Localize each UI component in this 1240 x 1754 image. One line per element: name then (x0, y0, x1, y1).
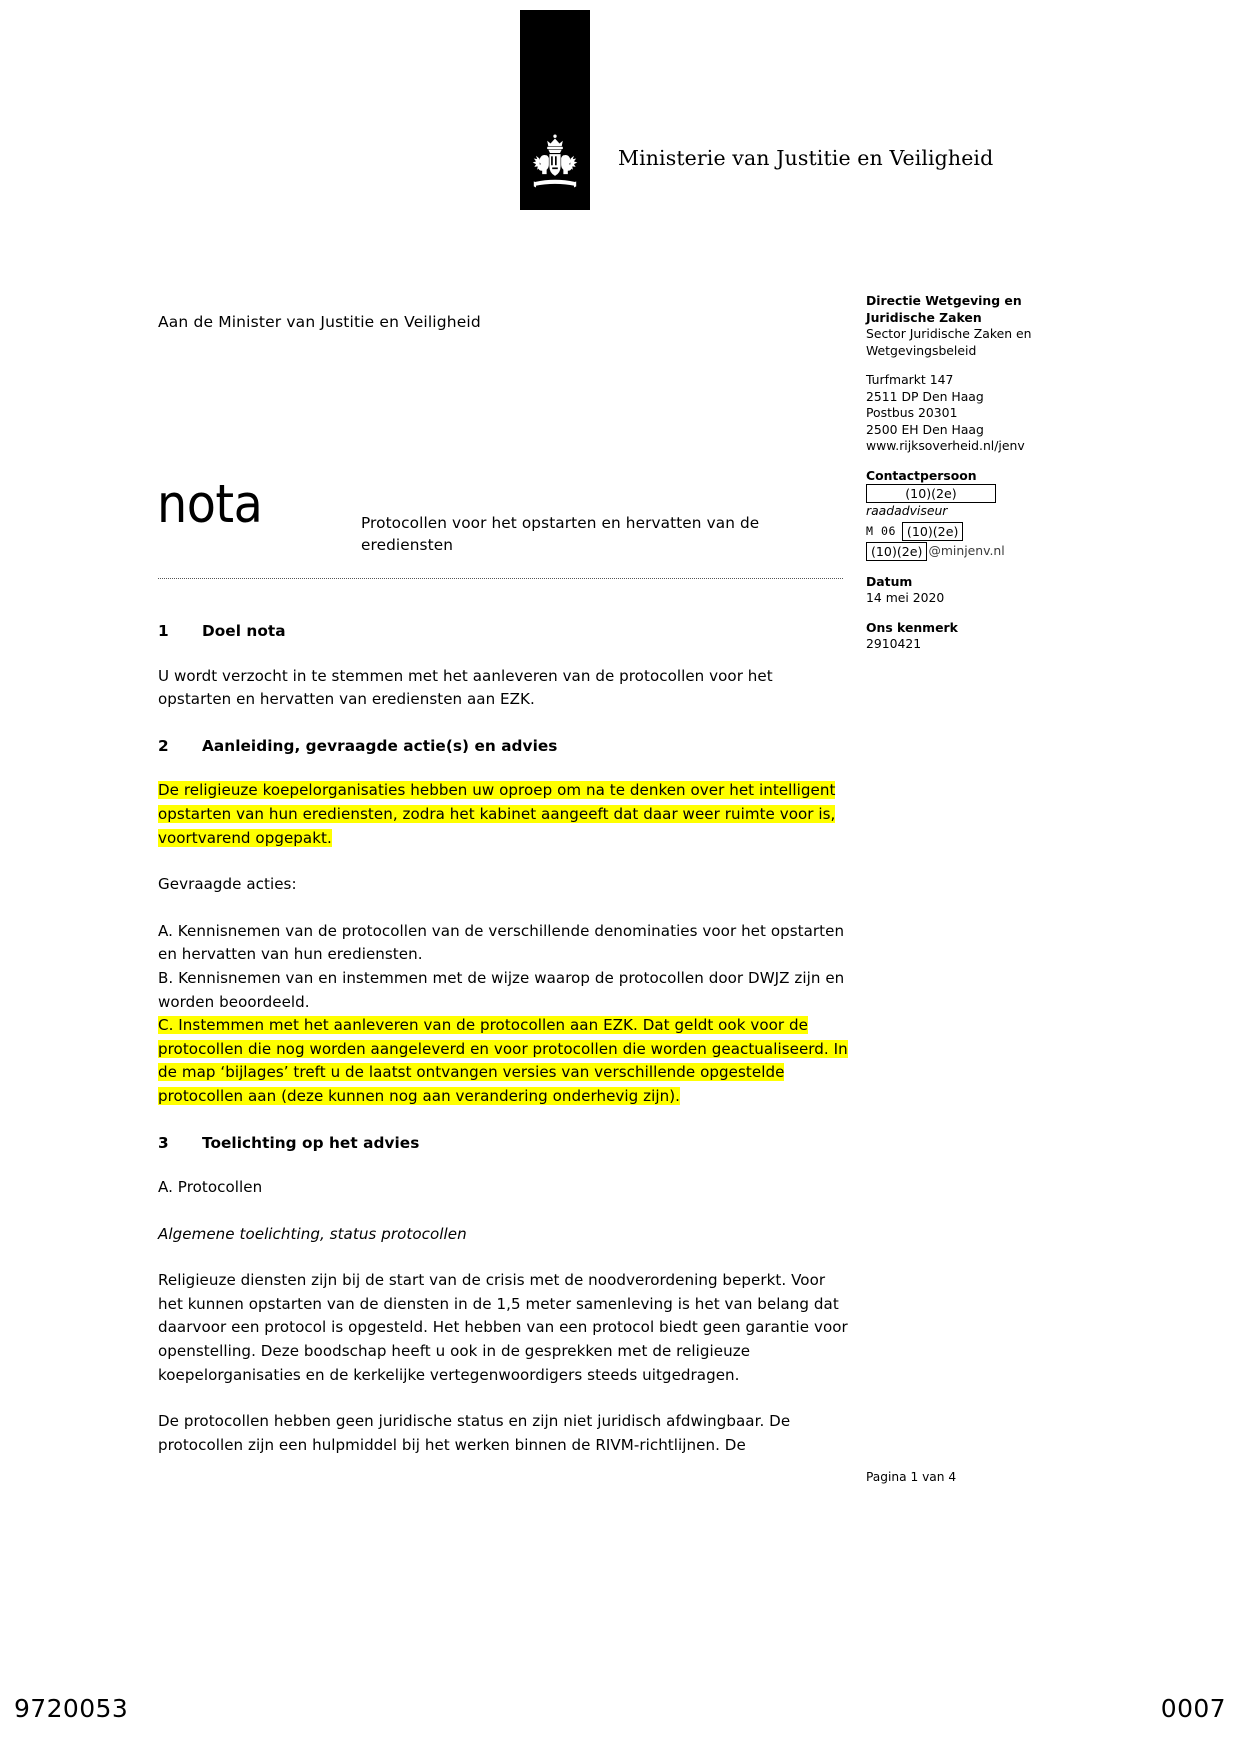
section-heading (158, 1132, 848, 1156)
highlighted-paragraph (158, 779, 848, 850)
paragraph (158, 920, 848, 967)
reference-label: Ons kenmerk (866, 619, 958, 635)
paragraph (158, 967, 848, 1014)
mobile-label: M 06 (866, 523, 896, 538)
mobile-number-redaction: (10)(2e) (902, 522, 963, 541)
letterhead-meta (866, 293, 1096, 666)
address-postbus-city: 2500 EH Den Haag (866, 421, 984, 437)
paragraph (158, 665, 848, 712)
address-postbus: Postbus 20301 (866, 405, 958, 420)
contact-name-redaction: (10)(2e) (866, 484, 996, 503)
page-indicator: Pagina 1 van 4 (866, 1470, 957, 1484)
section-number: 2 (158, 736, 169, 755)
paragraph-text: A. Kennisnemen van de protocollen van de verschillende denominaties voor het opstarten en hervatten van hun erediensten. (158, 921, 845, 964)
scan-identifier-bar (0, 1690, 1240, 1754)
paragraph (158, 1410, 848, 1457)
contact-block (866, 468, 1096, 561)
paragraph-text: C. Instemmen met het aanleveren van de protocollen aan EZK. Dat geldt ook voor de protocollen die nog worden aangeleverd en voor protocollen die worden geactualiseerd. In de map ‘bijlages’ treft u de laatst ontvangen versies van verschillende opgestelde protocollen aan (deze kunnen nog aan verandering onderhevig zijn). (158, 1016, 848, 1105)
paragraph-text: B. Kennisnemen van en instemmen met de wijze waarop de protocollen door DWJZ zijn en worden beoordeeld. (158, 968, 845, 1011)
date-block (866, 574, 1096, 607)
section-title: Aanleiding, gevraagde actie(s) en advies (202, 736, 558, 755)
paragraph (158, 1269, 848, 1387)
directorate-line-1: Directie Wetgeving en (866, 293, 1022, 308)
section-heading (158, 735, 848, 759)
paragraph-text: U wordt verzocht in te stemmen met het aanleveren van de protocollen voor het opstarten en hervatten van erediensten aan EZK. (158, 666, 773, 709)
scan-right-id: 0007 (1160, 1694, 1226, 1723)
section-number: 3 (158, 1133, 169, 1152)
paragraph (158, 1176, 848, 1200)
header-divider (158, 578, 843, 579)
email-domain: @minjenv.nl (928, 542, 1005, 558)
sector-line-2: Wetgevingsbeleid (866, 342, 977, 358)
address-street: Turfmarkt 147 (866, 372, 954, 387)
paragraph (158, 1223, 848, 1247)
paragraph-text: De protocollen hebben geen juridische status en zijn niet juridisch afdwingbaar. De protocollen zijn een hulpmiddel bij het werken binnen de RIVM-richtlijnen. De (158, 1412, 791, 1454)
paragraph-text: Algemene toelichting, status protocollen (158, 1224, 467, 1243)
website-url[interactable]: www.rijksoverheid.nl/jenv (866, 438, 1025, 453)
section-number: 1 (158, 622, 169, 640)
email-row (866, 542, 1096, 561)
section-title: Toelichting op het advies (202, 1133, 420, 1152)
paragraph (158, 873, 848, 897)
document-body (158, 620, 848, 1457)
ministry-logo (520, 10, 993, 210)
address-postcode-city: 2511 DP Den Haag (866, 388, 984, 404)
paragraph-text: Religieuze diensten zijn bij de start van de crisis met de noodverordening beperkt. Voor het kunnen opstarten van de diensten in de 1,5 meter samenleving is het van belang dat daarvoor een protocol is opgesteld. Het hebben van een protocol biedt geen garantie voor openstelling. Deze boodschap heeft u ook in de gesprekken met de religieuze koepelorganisaties en de kerkelijke vertegenwoordigers steeds uitgedragen. (158, 1271, 848, 1384)
reference-value: 2910421 (866, 636, 922, 651)
contact-role: raadadviseur (866, 503, 948, 518)
scan-left-id: 9720053 (14, 1694, 129, 1723)
dutch-government-crest-icon (527, 134, 583, 192)
date-label: Datum (866, 573, 913, 589)
logo-black-bar (520, 10, 590, 210)
sector-line-1: Sector Juridische Zaken en (866, 326, 1032, 341)
directorate-line-2: Juridische Zaken (866, 309, 982, 325)
contact-label: Contactpersoon (866, 467, 977, 483)
reference-block (866, 620, 1096, 653)
paragraph-text: De religieuze koepelorganisaties hebben uw oproep om na te denken over het intelligent opstarten van hun erediensten, zodra het kabinet aangeeft dat daar weer ruimte voor is, voortvarend opgepakt. (158, 781, 836, 847)
directorate-block (866, 293, 1096, 359)
section-heading (158, 620, 848, 644)
document-subject: Protocollen voor het opstarten en hervatten van de erediensten (361, 514, 760, 554)
address-block (866, 372, 1096, 455)
mobile-row (866, 522, 1096, 541)
email-user-redaction: (10)(2e) (866, 542, 927, 561)
section-title: Doel nota (202, 622, 286, 640)
date-value: 14 mei 2020 (866, 590, 945, 605)
paragraph-text: A. Protocollen (158, 1178, 263, 1197)
addressee-line: Aan de Minister van Justitie en Veiligheid (158, 313, 481, 331)
paragraph-text: Gevraagde acties: (158, 875, 297, 894)
ministry-name: Ministerie van Justitie en Veiligheid (618, 146, 994, 170)
document-type-title: nota (157, 474, 263, 535)
highlighted-paragraph (158, 1014, 848, 1108)
